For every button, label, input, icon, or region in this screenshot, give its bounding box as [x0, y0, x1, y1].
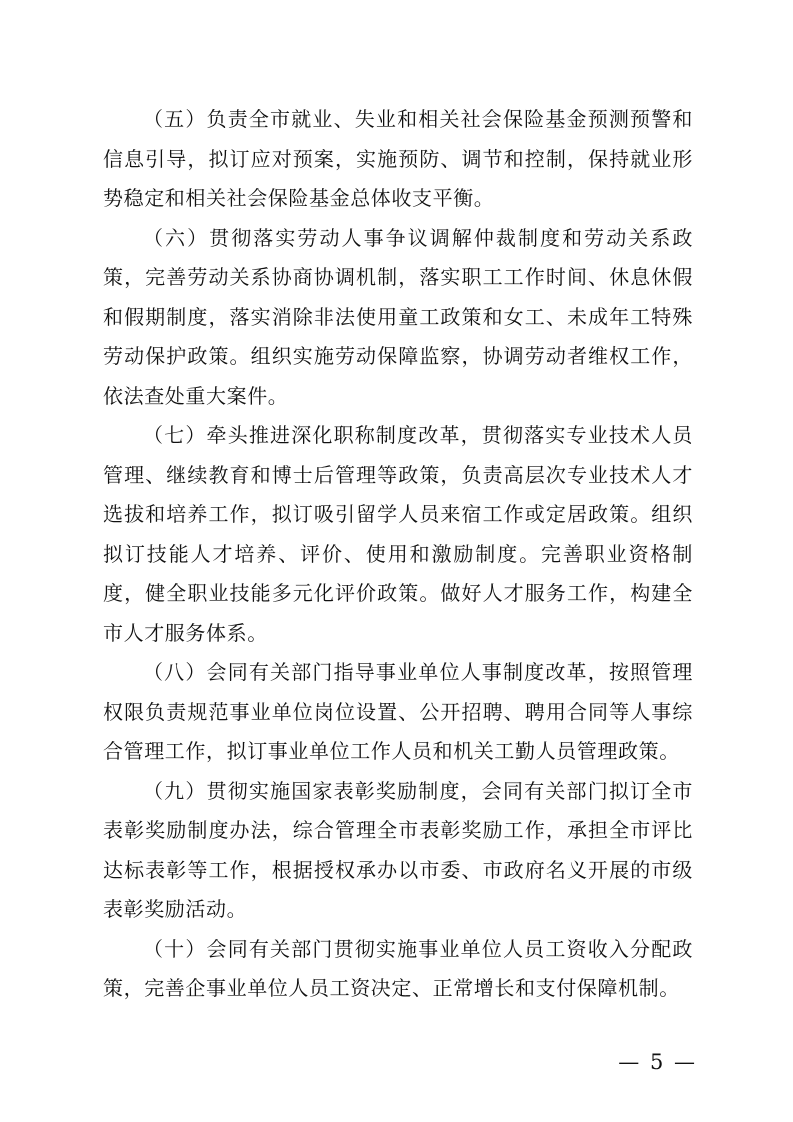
paragraph-item-6: （六）贯彻落实劳动人事争议调解仲裁制度和劳动关系政策，完善劳动关系协商协调机制，落实职工工作时间、休息休假和假期制度，落实消除非法使用童工政策和女工、未成年工特殊劳动保护政策。组织实施劳动保障监察，协调劳动者维权工作，依法查处重大案件。 [103, 225, 693, 408]
paragraph-item-7: （七）牵头推进深化职称制度改革，贯彻落实专业技术人员管理、继续教育和博士后管理等政策，负责高层次专业技术人才选拔和培养工作，拟订吸引留学人员来宿工作或定居政策。组织拟订技能人才培养、评价、使用和激励制度。完善职业资格制度，健全职业技能多元化评价政策。做好人才服务工作，构建全市人才服务体系。 [103, 423, 693, 645]
paragraph-item-9: （九）贯彻实施国家表彰奖励制度，会同有关部门拟订全市表彰奖励制度办法，综合管理全市表彰奖励工作，承担全市评比达标表彰等工作，根据授权承办以市委、市政府名义开展的市级表彰奖励活动。 [103, 778, 693, 921]
paragraph-item-8: （八）会同有关部门指导事业单位人事制度改革，按照管理权限负责规范事业单位岗位设置、公开招聘、聘用合同等人事综合管理工作，拟订事业单位工作人员和机关工勤人员管理政策。 [103, 660, 693, 763]
paragraph-item-10: （十）会同有关部门贯彻实施事业单位人员工资收入分配政策，完善企事业单位人员工资决定、正常增长和支付保障机制。 [103, 936, 693, 1000]
paragraph-item-5: （五）负责全市就业、失业和相关社会保险基金预测预警和信息引导，拟订应对预案，实施预防、调节和控制，保持就业形势稳定和相关社会保险基金总体收支平衡。 [103, 107, 693, 210]
document-body [103, 100, 693, 1009]
page-number: — 5 — [618, 1050, 697, 1074]
